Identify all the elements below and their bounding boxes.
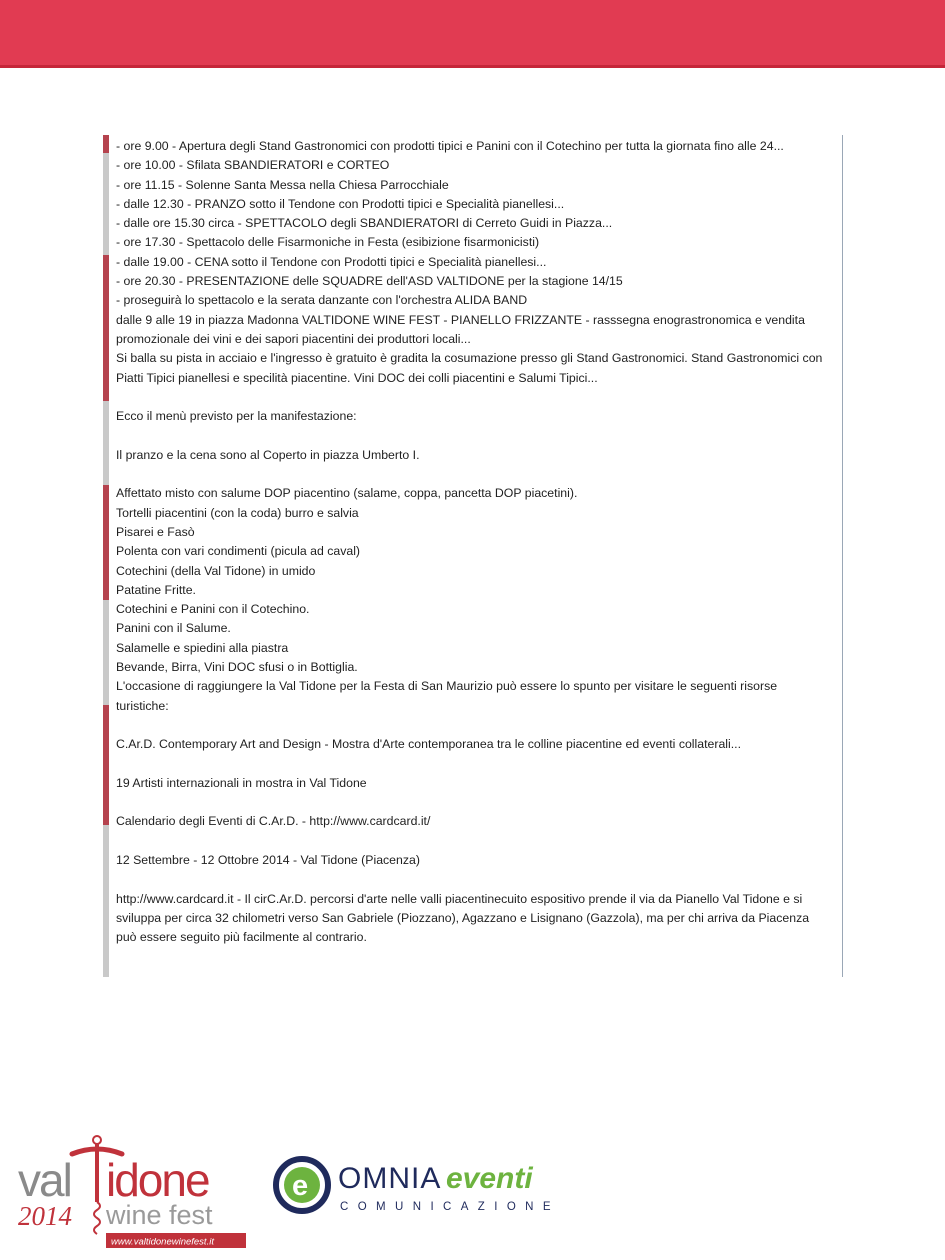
blank-line (116, 716, 831, 735)
text-line: dalle 9 alle 19 in piazza Madonna VALTIDONE WINE FEST - PIANELLO FRIZZANTE - rasssegna enograstronomica e vendita promozionale dei vini e dei sapori piacentini dei produttori locali... (116, 312, 805, 346)
text-line: - ore 20.30 - PRESENTAZIONE delle SQUADRE dell'ASD VALTIDONE per la stagione 14/15 (116, 274, 623, 289)
menu-item: Salamelle e spiedini alla piastra (116, 640, 289, 655)
document-text (116, 137, 831, 947)
eventi-name: eventi (446, 1162, 533, 1195)
menu-item: Tortelli piacentini (con la coda) burro e salvia (116, 505, 359, 520)
blank-line (116, 870, 831, 889)
top-banner (0, 0, 945, 68)
menu-item: Polenta con vari condimenti (picula ad caval) (116, 544, 361, 559)
text-line: Si balla su pista in acciaio e l'ingresso è gratuito è gradita la cosumazione presso gli Stand Gastronomici. Stand Gastronomici con Piatti Tipici pianellesi e specilità piacentine. Vini DOC dei colli piacentini e Salumi Tipici... (116, 351, 823, 385)
logo-val: val (18, 1154, 71, 1206)
blank-line (116, 465, 831, 484)
blank-line (116, 793, 831, 812)
logo-idone: idone (106, 1154, 209, 1206)
omnia-e-letter: e (292, 1170, 309, 1202)
text-line: - proseguirà lo spettacolo e la serata danzante con l'orchestra ALIDA BAND (116, 293, 528, 308)
menu-item: Cotechini e Panini con il Cotechino. (116, 602, 310, 617)
logo-url: www.valtidonewinefest.it (111, 1236, 214, 1248)
text-line: - ore 17.30 - Spettacolo delle Fisarmoniche in Festa (esibizione fisarmonicisti) (116, 235, 540, 250)
menu-item: Panini con il Salume. (116, 621, 231, 636)
logo-subtitle: wine fest (106, 1200, 213, 1230)
text-line: http://www.cardcard.it - Il cirC.Ar.D. percorsi d'arte nelle valli piacentinecuito espositivo prende il via da Pianello Val Tidone e si sviluppa per circa 32 chilometri verso San Gabriele (Piozzano), Agazzano e Lisignano (Gazzola), ma per chi arriva da Piacenza può essere seguito più facilmente al contrario. (116, 891, 810, 945)
blank-line (116, 426, 831, 445)
omnia-eventi-logo (272, 1150, 572, 1220)
menu-item: Pisarei e Fasò (116, 524, 195, 539)
text-line: 19 Artisti internazionali in mostra in Val Tidone (116, 775, 367, 790)
left-accent-bar (103, 135, 109, 977)
menu-item: Cotechini (della Val Tidone) in umido (116, 563, 316, 578)
accent-segment (103, 135, 109, 153)
content-frame (103, 135, 843, 977)
text-line: L'occasione di raggiungere la Val Tidone per la Festa di San Maurizio può essere lo spunto per visitare le seguenti risorse turistiche: (116, 679, 778, 713)
blank-line (116, 388, 831, 407)
text-line: - dalle 19.00 - CENA sotto il Tendone con Prodotti tipici e Specialità pianellesi... (116, 254, 547, 269)
menu-item: Patatine Fritte. (116, 582, 196, 597)
text-line: - ore 10.00 - Sfilata SBANDIERATORI e CORTEO (116, 158, 390, 173)
blank-line (116, 832, 831, 851)
text-line: Il pranzo e la cena sono al Coperto in piazza Umberto I. (116, 447, 420, 462)
text-line: Ecco il menù previsto per la manifestazione: (116, 409, 357, 424)
menu-item: Bevande, Birra, Vini DOC sfusi o in Bottiglia. (116, 660, 358, 675)
accent-segment (103, 255, 109, 401)
menu-item: Affettato misto con salume DOP piacentino (salame, coppa, pancetta DOP piacetini). (116, 486, 578, 501)
omnia-name: OMNIA (338, 1162, 442, 1195)
text-line: - ore 9.00 - Apertura degli Stand Gastronomici con prodotti tipici e Panini con il Cotechino per tutta la giornata fino alle 24... (116, 139, 784, 153)
text-line: Calendario degli Eventi di C.Ar.D. - http://www.cardcard.it/ (116, 814, 431, 829)
footer-logos (0, 1120, 945, 1260)
text-line: - ore 11.15 - Solenne Santa Messa nella Chiesa Parrocchiale (116, 177, 449, 192)
text-line: - dalle 12.30 - PRANZO sotto il Tendone con Prodotti tipici e Specialità pianellesi... (116, 196, 565, 211)
omnia-tagline: COMUNICAZIONE (340, 1201, 560, 1213)
accent-segment (103, 485, 109, 600)
logo-year: 2014 (18, 1201, 72, 1231)
valtidone-wine-fest-logo (14, 1130, 254, 1250)
blank-line (116, 755, 831, 774)
accent-segment (103, 705, 109, 825)
text-line: - dalle ore 15.30 circa - SPETTACOLO degli SBANDIERATORI di Cerreto Guidi in Piazza... (116, 216, 613, 231)
text-line: 12 Settembre - 12 Ottobre 2014 - Val Tidone (Piacenza) (116, 852, 420, 867)
text-line: C.Ar.D. Contemporary Art and Design - Mostra d'Arte contemporanea tra le colline piacentine ed eventi collaterali... (116, 737, 742, 752)
